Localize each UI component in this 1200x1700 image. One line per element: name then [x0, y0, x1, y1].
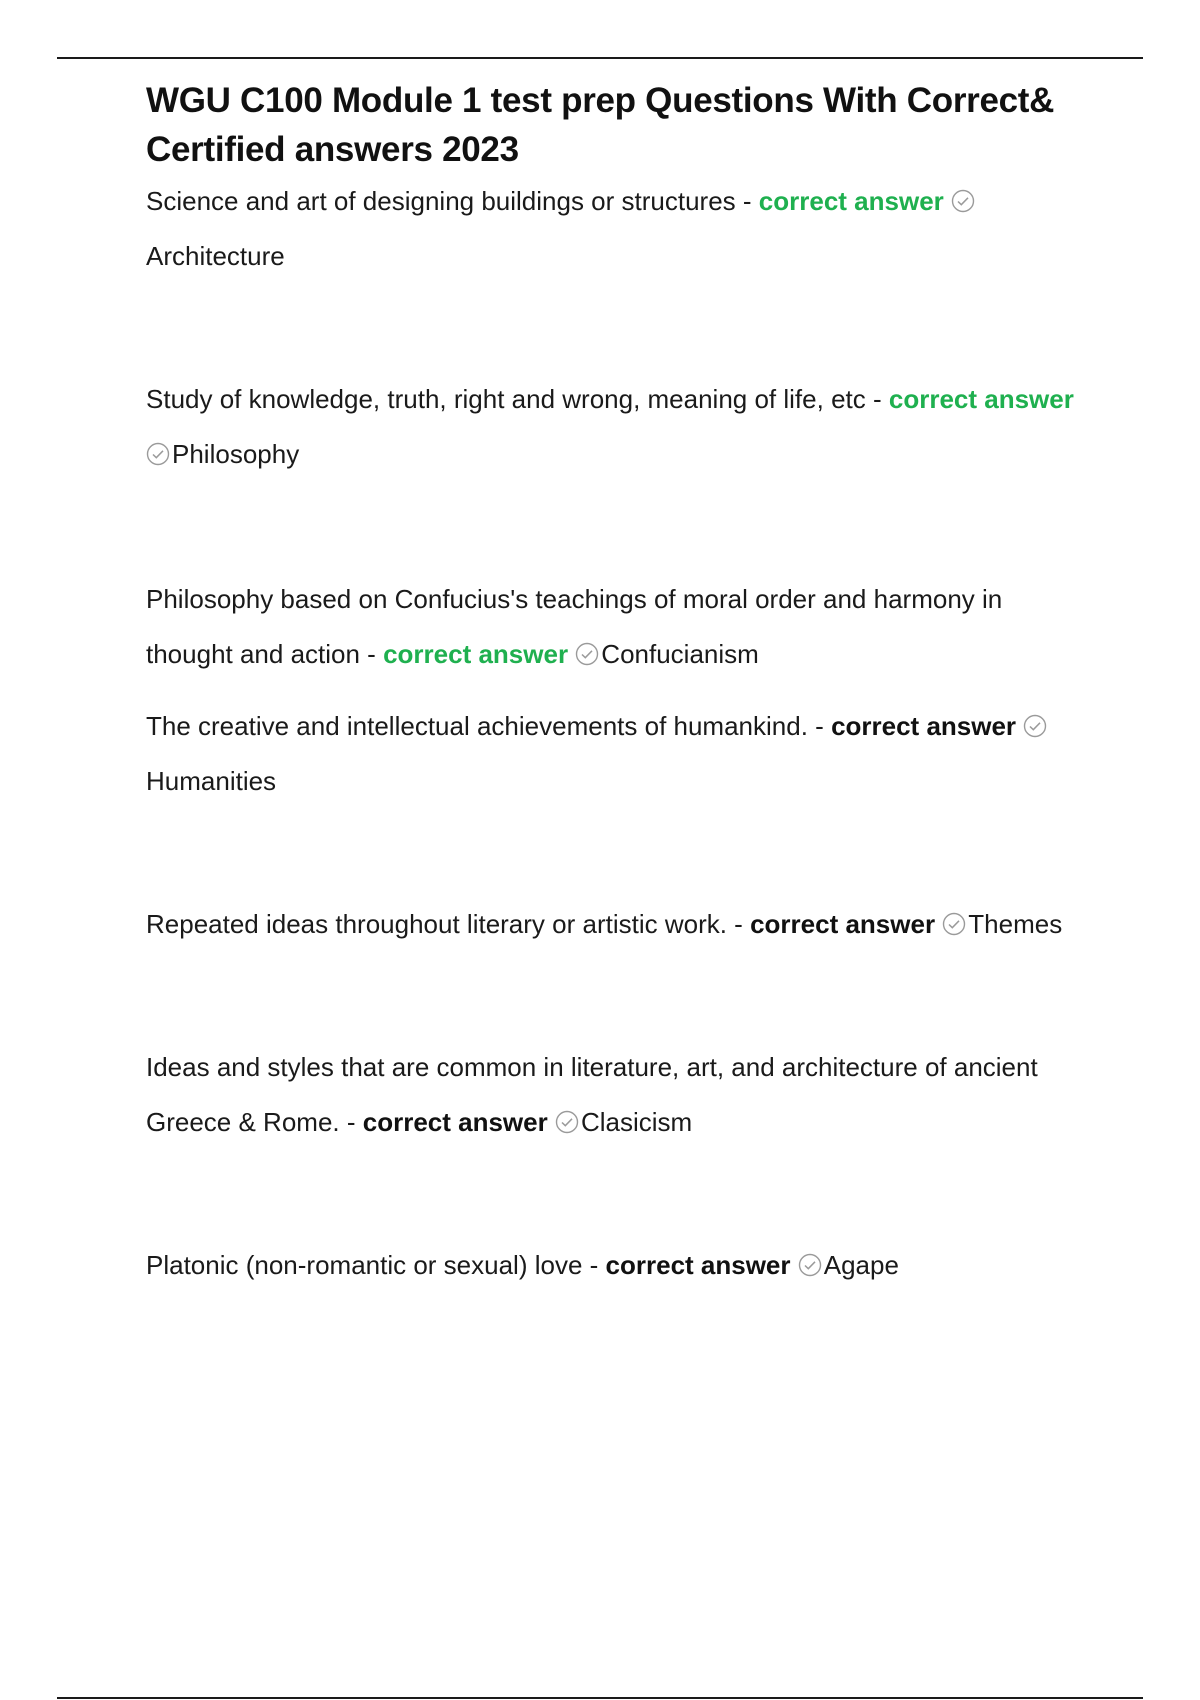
correct-answer-label: correct answer — [605, 1250, 791, 1280]
qa-item-2 — [146, 372, 1086, 482]
check-circle-icon — [146, 442, 170, 466]
question-text: The creative and intellectual achievements of humankind. - — [146, 711, 824, 741]
correct-answer-label: correct answer — [362, 1107, 548, 1137]
check-circle-icon — [798, 1253, 822, 1277]
correct-answer-label: correct answer — [383, 639, 569, 669]
check-circle-icon — [942, 912, 966, 936]
question-text: Science and art of designing buildings or structures - — [146, 186, 752, 216]
question-text: Platonic (non-romantic or sexual) love - — [146, 1250, 599, 1280]
answer-text: Confucianism — [601, 639, 759, 669]
correct-answer-label: correct answer — [831, 711, 1017, 741]
answer-text: Architecture — [146, 241, 285, 271]
check-circle-icon — [575, 642, 599, 666]
answer-text: Philosophy — [172, 439, 300, 469]
answer-text: Themes — [968, 909, 1063, 939]
question-text: Study of knowledge, truth, right and wrong, meaning of life, etc - — [146, 384, 882, 414]
check-circle-icon — [1023, 714, 1047, 738]
qa-item-1 — [146, 174, 1086, 284]
answer-text: Clasicism — [580, 1107, 693, 1137]
qa-item-3 — [146, 572, 1086, 682]
check-circle-icon — [555, 1110, 579, 1134]
qa-item-6 — [146, 1040, 1086, 1150]
correct-answer-label: correct answer — [758, 186, 944, 216]
document-body — [146, 76, 1086, 1293]
top-rule — [57, 57, 1143, 59]
question-text: Repeated ideas throughout literary or artistic work. - — [146, 909, 743, 939]
qa-item-7 — [146, 1238, 1086, 1293]
correct-answer-label: correct answer — [750, 909, 936, 939]
qa-item-4 — [146, 699, 1086, 809]
qa-item-5 — [146, 897, 1086, 952]
bottom-rule — [57, 1697, 1143, 1699]
question-text: Ideas and styles that are common in literature, art, and architecture of ancient Greece & Rome. - — [146, 1052, 1038, 1137]
question-text: Philosophy based on Confucius's teachings of moral order and harmony in thought and action - — [146, 584, 1003, 669]
correct-answer-label: correct answer — [888, 384, 1074, 414]
answer-text: Humanities — [146, 766, 277, 796]
check-circle-icon — [951, 189, 975, 213]
answer-text: Agape — [823, 1250, 899, 1280]
document-title: WGU C100 Module 1 test prep Questions With Correct& Certified answers 2023 — [146, 81, 1055, 169]
